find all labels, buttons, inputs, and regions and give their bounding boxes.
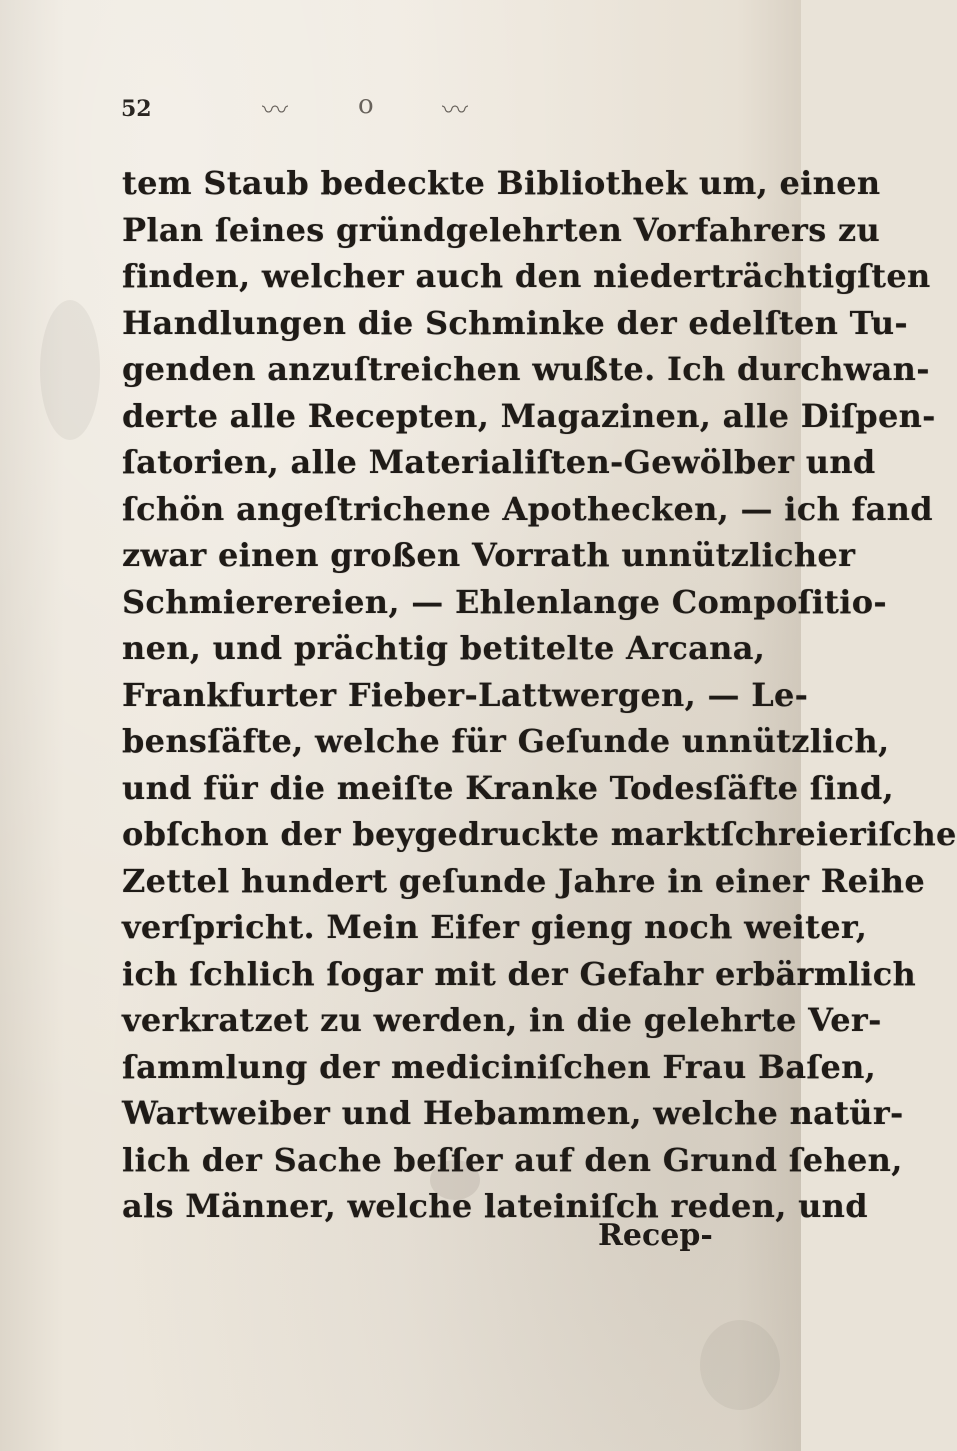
body-text <box>110 160 957 1230</box>
text-line: Frankfurter Fieber-Lattwergen, — Le- <box>122 675 809 714</box>
paper-stain <box>40 300 100 440</box>
text-line: ſatorien, alle Materialiſten-Gewölber und <box>122 443 876 481</box>
text-line: tem Staub bedeckte Bibliothek um, einen <box>122 164 881 202</box>
text-line: zwar einen großen Vorrath unnützlicher <box>122 536 856 574</box>
text-line: verkratzet zu werden, in die gelehrte Ver- <box>122 1001 882 1039</box>
catchword: Recep- <box>598 1218 713 1253</box>
text-line: verſpricht. Mein Eifer gieng noch weiter, <box>122 908 868 946</box>
text-line: genden anzuſtreichen wußte. Ich durchwan- <box>122 350 930 388</box>
text-line: obſchon der beygedruckte marktſchreieriſche <box>122 815 957 853</box>
text-line: als Männer, welche lateiniſch reden, und <box>122 1187 868 1225</box>
text-line: Schmierereien, — Ehlenlange Compoſitio- <box>122 582 887 621</box>
text-line: Plan ſeines gründgelehrten Vorfahrers zu <box>122 210 881 249</box>
text-line: ich ſchlich ſogar mit der Gefahr erbärmlich <box>122 954 917 993</box>
text-line: Handlungen die Schminke der edelſten Tu- <box>122 303 908 342</box>
text-line: lich der Sache beſſer auf den Grund ſehen, <box>122 1140 903 1179</box>
header-ornament: 〰 <box>442 96 469 126</box>
text-line: Wartweiber und Hebammen, welche natür- <box>122 1094 904 1132</box>
text-line: nen, und prächtig betitelte Arcana, <box>122 629 766 667</box>
paper-stain <box>700 1320 780 1410</box>
text-line: bensſäfte, welche für Geſunde unnützlich, <box>122 722 890 760</box>
page-number: 52 <box>121 96 152 122</box>
header-ornament: o <box>358 90 374 120</box>
text-line: Zettel hundert geſunde Jahre in einer Reihe <box>122 861 925 900</box>
header-ornament: 〰 <box>262 96 289 126</box>
text-line: finden, welcher auch den niederträchtigſten <box>122 257 931 295</box>
text-line: ſchön angeſtrichene Apothecken, — ich fand <box>122 489 933 528</box>
text-line: derte alle Recepten, Magazinen, alle Diſpen- <box>122 396 936 435</box>
text-line: und für die meiſte Kranke Todesſäfte ſind, <box>122 768 894 807</box>
text-line: ſammlung der mediciniſchen Frau Baſen, <box>122 1047 877 1086</box>
